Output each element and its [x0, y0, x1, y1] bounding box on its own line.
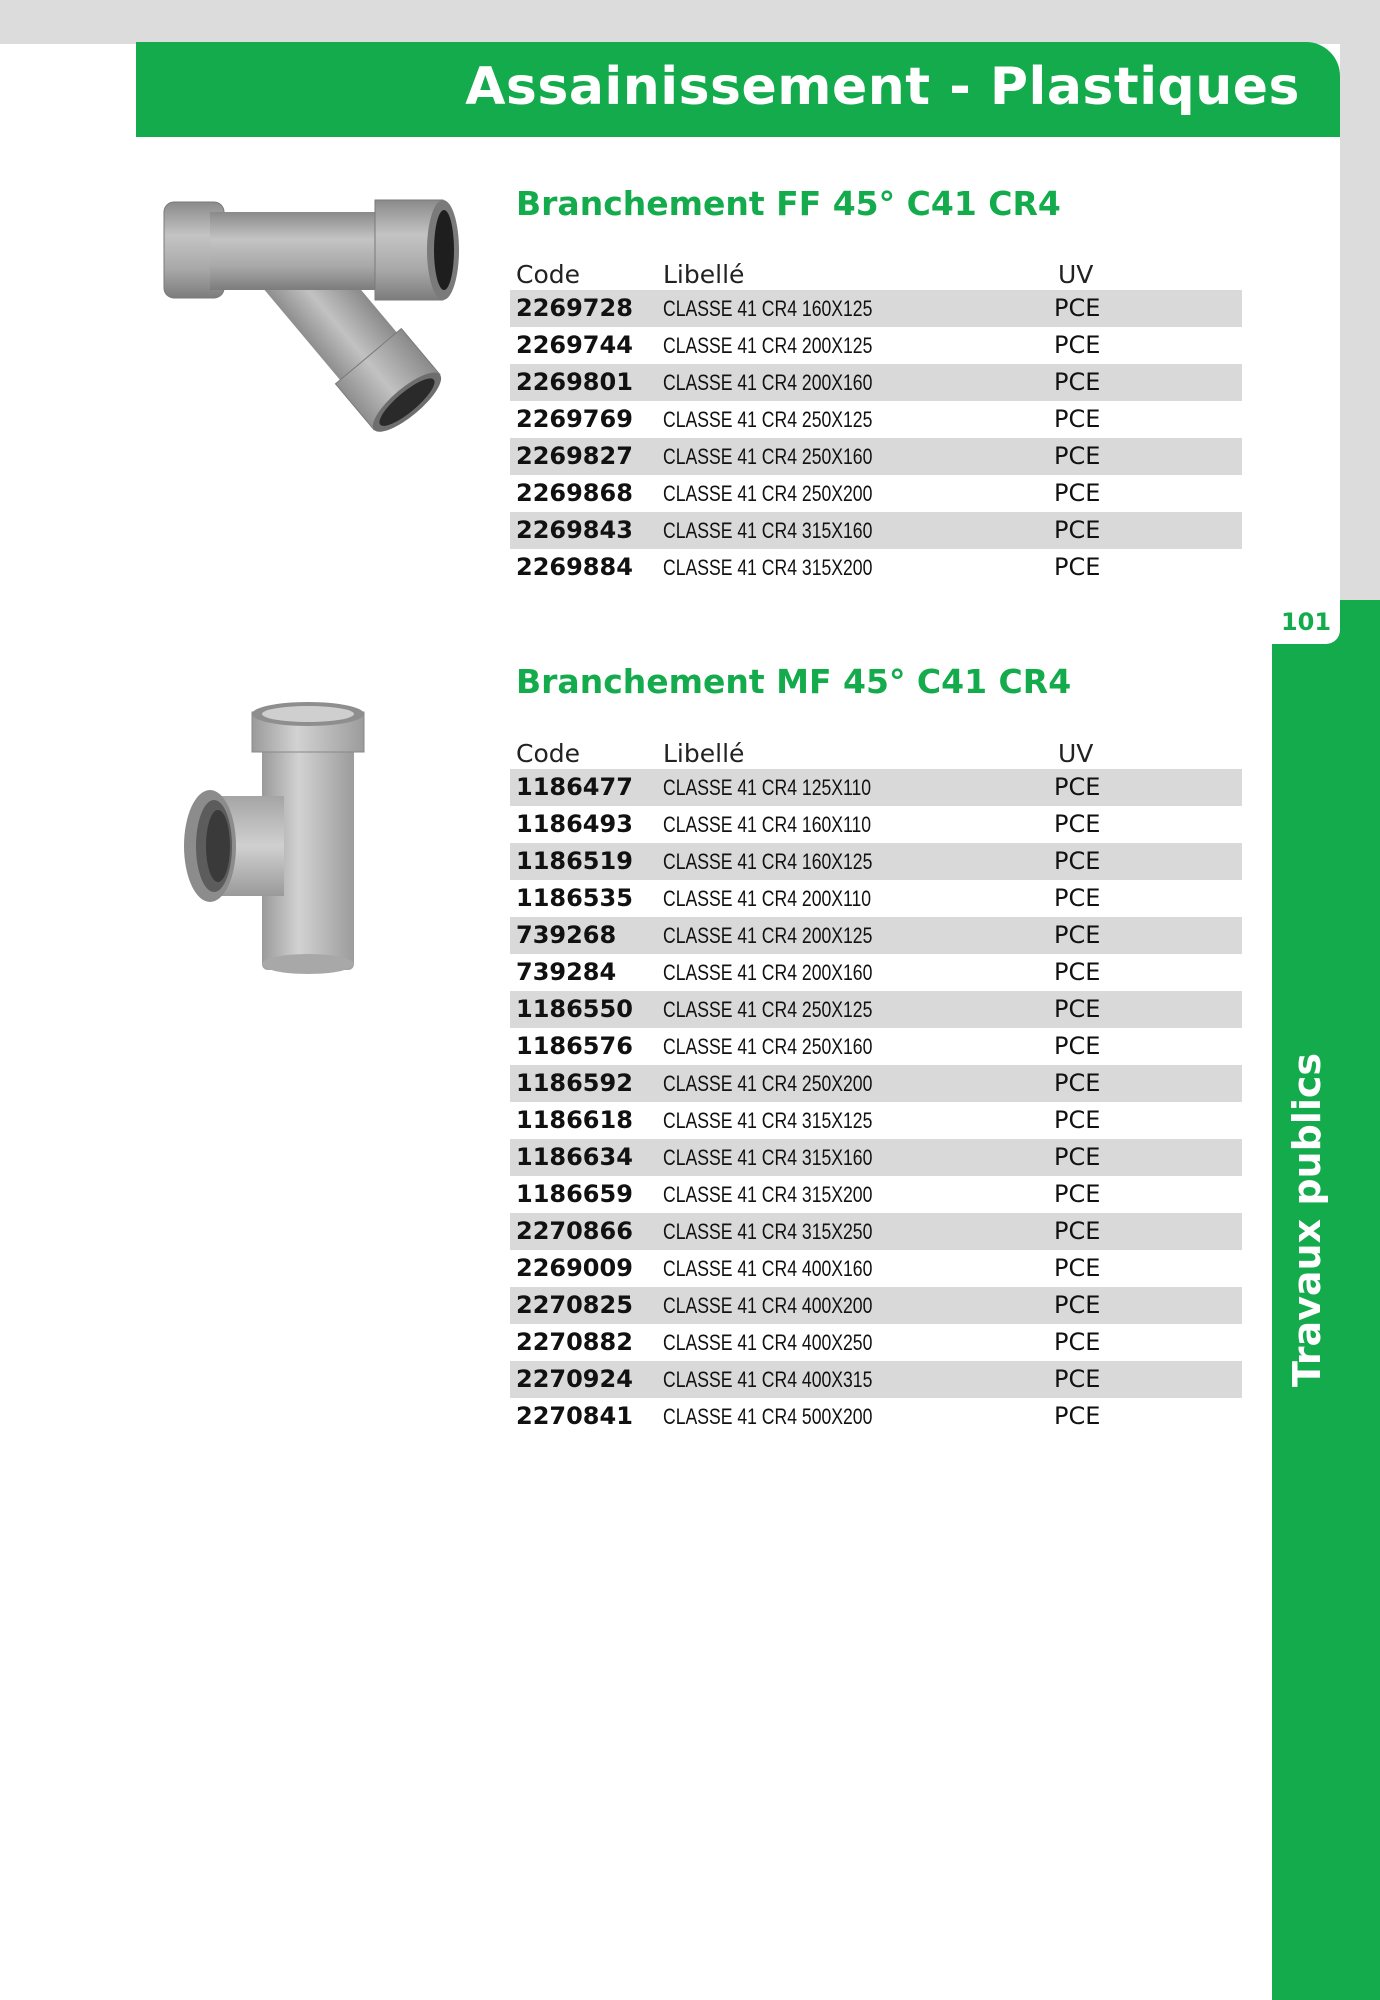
- uv-cell: PCE: [1054, 995, 1101, 1023]
- code-cell: 2270882: [516, 1328, 633, 1356]
- table-row: [510, 1102, 1242, 1139]
- code-cell: 2269801: [516, 368, 633, 396]
- code-cell: 2270841: [516, 1402, 633, 1430]
- product-table-mf: [510, 735, 1242, 1435]
- section-title-ff: Branchement FF 45° C41 CR4: [516, 184, 1061, 223]
- code-cell: 1186550: [516, 995, 633, 1023]
- side-label-text: Travaux publics: [1285, 1053, 1329, 1387]
- code-cell: 739268: [516, 921, 617, 949]
- uv-cell: PCE: [1054, 958, 1101, 986]
- uv-cell: PCE: [1054, 294, 1101, 322]
- code-cell: 2270825: [516, 1291, 633, 1319]
- section-side-label: [1282, 1020, 1332, 1420]
- table-row: [510, 843, 1242, 880]
- wye-pipe-fitting-image: [150, 180, 470, 450]
- table-row: [510, 401, 1242, 438]
- libelle-cell: CLASSE 41 CR4 250X200: [663, 481, 873, 506]
- libelle-cell: CLASSE 41 CR4 500X200: [663, 1404, 873, 1429]
- table-row: [510, 954, 1242, 991]
- code-cell: 2269744: [516, 331, 633, 359]
- libelle-cell: CLASSE 41 CR4 250X200: [663, 1071, 873, 1096]
- table-row: [510, 1398, 1242, 1435]
- uv-cell: PCE: [1054, 810, 1101, 838]
- uv-cell: PCE: [1054, 1069, 1101, 1097]
- table-row: [510, 364, 1242, 401]
- uv-cell: PCE: [1054, 1217, 1101, 1245]
- uv-cell: PCE: [1054, 1106, 1101, 1134]
- uv-cell: PCE: [1054, 479, 1101, 507]
- table-header-row: [510, 735, 1242, 769]
- code-cell: 1186493: [516, 810, 633, 838]
- code-cell: 2269868: [516, 479, 633, 507]
- libelle-cell: CLASSE 41 CR4 315X200: [663, 1182, 873, 1207]
- table-row: [510, 917, 1242, 954]
- libelle-cell: CLASSE 41 CR4 400X250: [663, 1330, 873, 1355]
- column-header-libelle: Libellé: [663, 260, 745, 289]
- libelle-cell: CLASSE 41 CR4 400X200: [663, 1293, 873, 1318]
- table-row: [510, 1028, 1242, 1065]
- code-cell: 1186477: [516, 773, 633, 801]
- uv-cell: PCE: [1054, 405, 1101, 433]
- table-row: [510, 806, 1242, 843]
- uv-cell: PCE: [1054, 1328, 1101, 1356]
- page-number: 101: [1272, 600, 1340, 644]
- libelle-cell: CLASSE 41 CR4 315X250: [663, 1219, 873, 1244]
- table-row: [510, 1250, 1242, 1287]
- libelle-cell: CLASSE 41 CR4 250X160: [663, 1034, 873, 1059]
- code-cell: 1186659: [516, 1180, 633, 1208]
- uv-cell: PCE: [1054, 1143, 1101, 1171]
- libelle-cell: CLASSE 41 CR4 250X125: [663, 407, 873, 432]
- libelle-cell: CLASSE 41 CR4 160X125: [663, 296, 873, 321]
- code-cell: 1186576: [516, 1032, 633, 1060]
- code-cell: 739284: [516, 958, 617, 986]
- uv-cell: PCE: [1054, 553, 1101, 581]
- uv-cell: PCE: [1054, 1402, 1101, 1430]
- code-cell: 2269009: [516, 1254, 633, 1282]
- libelle-cell: CLASSE 41 CR4 200X160: [663, 960, 873, 985]
- uv-cell: PCE: [1054, 331, 1101, 359]
- section-title-mf: Branchement MF 45° C41 CR4: [516, 662, 1072, 701]
- code-cell: 2269827: [516, 442, 633, 470]
- column-header-libelle: Libellé: [663, 739, 745, 768]
- libelle-cell: CLASSE 41 CR4 315X160: [663, 518, 873, 543]
- libelle-cell: CLASSE 41 CR4 200X110: [663, 886, 872, 911]
- libelle-cell: CLASSE 41 CR4 315X160: [663, 1145, 873, 1170]
- uv-cell: PCE: [1054, 1254, 1101, 1282]
- code-cell: 1186634: [516, 1143, 633, 1171]
- uv-cell: PCE: [1054, 1032, 1101, 1060]
- libelle-cell: CLASSE 41 CR4 160X110: [663, 812, 872, 837]
- table-row: [510, 1324, 1242, 1361]
- header-band: [136, 42, 1340, 137]
- libelle-cell: CLASSE 41 CR4 400X160: [663, 1256, 873, 1281]
- side-tab: [1272, 600, 1380, 2000]
- table-row: [510, 512, 1242, 549]
- uv-cell: PCE: [1054, 516, 1101, 544]
- code-cell: 2270866: [516, 1217, 633, 1245]
- uv-cell: PCE: [1054, 921, 1101, 949]
- uv-cell: PCE: [1054, 773, 1101, 801]
- uv-cell: PCE: [1054, 884, 1101, 912]
- code-cell: 2270924: [516, 1365, 633, 1393]
- uv-cell: PCE: [1054, 1180, 1101, 1208]
- table-header-row: [510, 256, 1242, 290]
- uv-cell: PCE: [1054, 368, 1101, 396]
- code-cell: 2269769: [516, 405, 633, 433]
- table-row: [510, 549, 1242, 586]
- libelle-cell: CLASSE 41 CR4 160X125: [663, 849, 873, 874]
- table-row: [510, 290, 1242, 327]
- table-row: [510, 327, 1242, 364]
- table-row: [510, 1213, 1242, 1250]
- table-row: [510, 1139, 1242, 1176]
- table-row: [510, 769, 1242, 806]
- libelle-cell: CLASSE 41 CR4 125X110: [663, 775, 872, 800]
- table-row: [510, 1361, 1242, 1398]
- libelle-cell: CLASSE 41 CR4 200X160: [663, 370, 873, 395]
- uv-cell: PCE: [1054, 1365, 1101, 1393]
- top-margin-strip: [0, 0, 1380, 44]
- table-row: [510, 438, 1242, 475]
- code-cell: 2269884: [516, 553, 633, 581]
- table-row: [510, 1065, 1242, 1102]
- table-row: [510, 991, 1242, 1028]
- code-cell: 2269728: [516, 294, 633, 322]
- uv-cell: PCE: [1054, 442, 1101, 470]
- column-header-code: Code: [516, 739, 581, 768]
- table-row: [510, 1287, 1242, 1324]
- column-header-code: Code: [516, 260, 581, 289]
- libelle-cell: CLASSE 41 CR4 315X125: [663, 1108, 873, 1133]
- code-cell: 2269843: [516, 516, 633, 544]
- code-cell: 1186535: [516, 884, 633, 912]
- libelle-cell: CLASSE 41 CR4 200X125: [663, 923, 873, 948]
- libelle-cell: CLASSE 41 CR4 400X315: [663, 1367, 873, 1392]
- libelle-cell: CLASSE 41 CR4 250X160: [663, 444, 873, 469]
- uv-cell: PCE: [1054, 847, 1101, 875]
- page-title: Assainissement - Plastiques: [465, 57, 1300, 117]
- code-cell: 1186618: [516, 1106, 633, 1134]
- code-cell: 1186519: [516, 847, 633, 875]
- product-table-ff: [510, 256, 1242, 586]
- table-row: [510, 880, 1242, 917]
- column-header-uv: UV: [1058, 739, 1094, 768]
- table-row: [510, 1176, 1242, 1213]
- table-row: [510, 475, 1242, 512]
- libelle-cell: CLASSE 41 CR4 315X200: [663, 555, 873, 580]
- tee-pipe-fitting-image: [180, 700, 380, 980]
- libelle-cell: CLASSE 41 CR4 250X125: [663, 997, 873, 1022]
- libelle-cell: CLASSE 41 CR4 200X125: [663, 333, 873, 358]
- column-header-uv: UV: [1058, 260, 1094, 289]
- code-cell: 1186592: [516, 1069, 633, 1097]
- uv-cell: PCE: [1054, 1291, 1101, 1319]
